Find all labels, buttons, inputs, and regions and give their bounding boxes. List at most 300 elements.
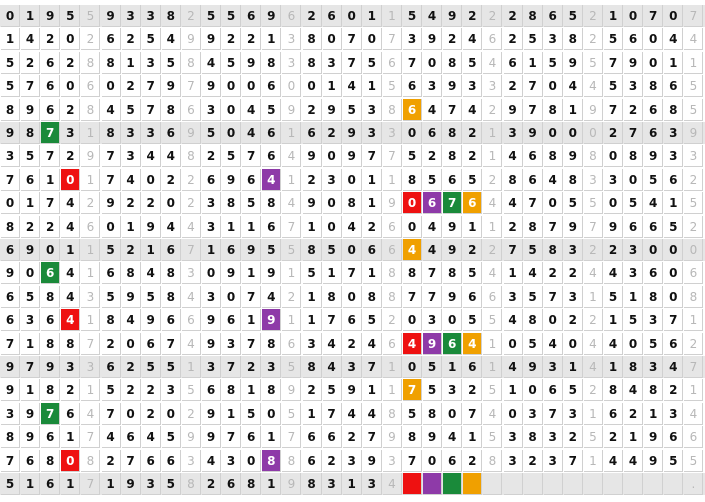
grid-cell: 2 [122,75,141,97]
grid-cell: 5 [323,239,342,261]
grid-cell: 7 [423,286,442,308]
grid-cell: 1 [242,216,261,238]
grid-cell: 7 [142,75,161,97]
grid-cell: 7 [122,450,141,472]
grid-cell: 9 [202,75,221,97]
grid-cell: 4 [122,309,141,331]
grid-cell: 7 [524,75,543,97]
grid-cell: 3 [383,450,402,472]
grid-cell [624,473,643,495]
grid-cell: 1 [242,379,261,401]
grid-cell: 2 [242,28,261,50]
grid-cell: 1 [303,403,322,425]
grid-cell: 8 [624,145,643,167]
grid-cell: 2 [323,122,342,144]
grid-cell: 8 [303,356,322,378]
grid-cell: 6 [222,239,241,261]
grid-cell: 5 [483,426,502,448]
grid-cell: 4 [182,333,201,355]
grid-row [0,5,705,27]
grid-cell: 7 [182,239,201,261]
grid-cell: 8 [102,52,121,74]
grid-cell: 4 [504,192,523,214]
grid-cell: 8 [564,28,583,50]
grid-cell: 8 [403,426,422,448]
grid-cell: 2 [303,379,322,401]
grid-cell: 3 [142,5,161,27]
grid-cell: 1 [604,356,623,378]
grid-cell: 8 [282,450,301,472]
grid-cell: 0 [684,239,703,261]
grid-cell: 4 [363,333,382,355]
grid-cell: 4 [242,99,261,121]
grid-cell: 1 [81,309,100,331]
grid-row [0,450,705,472]
grid-cell: 6 [41,426,60,448]
grid-cell: 2 [21,216,40,238]
grid-cell: 1 [684,52,703,74]
grid-cell: 4 [423,99,442,121]
grid-cell: 6 [61,403,80,425]
grid-cell: 8 [644,75,663,97]
grid-cell: 1 [61,473,80,495]
grid-cell: 0 [584,122,603,144]
grid-cell: 1 [684,309,703,331]
grid-cell: 0 [564,122,583,144]
grid-cell: 3 [282,28,301,50]
grid-cell: 4 [463,99,482,121]
grid-cell: 8 [403,262,422,284]
grid-cell: 6 [483,28,502,50]
grid-cell: 0 [664,286,683,308]
grid-cell: 6 [182,309,201,331]
grid-cell: 0 [142,169,161,191]
grid-cell [564,473,583,495]
grid-cell: 3 [162,379,181,401]
grid-cell: 1 [202,239,221,261]
grid-cell: 1 [323,75,342,97]
grid-cell: 5 [423,379,442,401]
grid-cell: 5 [584,192,603,214]
grid-cell: 5 [463,169,482,191]
grid-cell: 1 [463,216,482,238]
grid-cell: 8 [483,450,502,472]
grid-cell: 2 [544,262,563,284]
grid-cell: 7 [544,216,563,238]
grid-cell: 5 [343,99,362,121]
grid-cell: 0 [262,403,281,425]
grid-cell: 4 [142,145,161,167]
grid-cell: 8 [403,169,422,191]
grid-cell: 2 [81,192,100,214]
grid-cell: 3 [202,286,221,308]
grid-cell: 8 [664,99,683,121]
grid-cell: 7 [222,356,241,378]
grid-cell: 5 [463,262,482,284]
grid-cell: 2 [202,473,221,495]
grid-cell: 3 [584,169,603,191]
grid-cell: 8 [443,262,462,284]
highlighted-cell-orange: 4 [403,239,422,261]
grid-cell: 5 [684,450,703,472]
grid-cell: 3 [182,262,201,284]
grid-cell: 1 [483,216,502,238]
grid-cell: 0 [664,262,683,284]
grid-cell: 9 [684,122,703,144]
grid-cell: 1 [1,28,20,50]
grid-cell [604,473,623,495]
grid-cell: 2 [584,239,603,261]
grid-row [0,333,705,355]
grid-cell: 7 [584,216,603,238]
grid-cell: 7 [564,450,583,472]
grid-cell: 1 [81,169,100,191]
grid-cell: 8 [504,169,523,191]
highlighted-cell-purple: 9 [423,333,442,355]
grid-cell: 6 [162,122,181,144]
grid-cell: 1 [262,28,281,50]
grid-cell: 1 [604,5,623,27]
grid-cell: 6 [604,403,623,425]
grid-cell: 9 [564,216,583,238]
grid-cell: 4 [684,403,703,425]
grid-cell: 5 [604,28,623,50]
grid-cell: 3 [524,403,543,425]
grid-cell: 9 [21,239,40,261]
grid-cell: 3 [504,450,523,472]
grid-cell: 9 [202,426,221,448]
grid-cell: 2 [443,28,462,50]
grid-cell: 8 [383,286,402,308]
grid-cell: 8 [242,473,261,495]
grid-cell: 0 [403,216,422,238]
grid-cell: 7 [403,450,422,472]
grid-cell: 3 [544,28,563,50]
grid-cell: 7 [684,5,703,27]
grid-cell: 1 [303,286,322,308]
grid-cell: 2 [162,169,181,191]
grid-cell: 3 [564,239,583,261]
grid-cell: 4 [162,28,181,50]
grid-cell: 1 [443,356,462,378]
grid-cell: 5 [524,28,543,50]
grid-cell: 2 [122,239,141,261]
grid-cell: 2 [323,450,342,472]
grid-cell: 2 [122,356,141,378]
grid-cell: 9 [202,403,221,425]
grid-cell: 9 [1,122,20,144]
grid-cell: 5 [222,145,241,167]
grid-cell: 8 [162,5,181,27]
grid-cell: 6 [242,169,261,191]
highlighted-cell-red: 0 [61,169,80,191]
grid-cell: 9 [122,286,141,308]
grid-cell: 6 [524,145,543,167]
grid-cell: 7 [81,426,100,448]
grid-cell: 6 [544,379,563,401]
grid-cell: 5 [21,286,40,308]
grid-cell: 0 [644,239,663,261]
grid-cell: 3 [81,356,100,378]
grid-cell: 9 [343,145,362,167]
grid-row [0,28,705,50]
grid-cell: 4 [584,262,603,284]
grid-cell: 7 [644,5,663,27]
grid-cell: 9 [504,99,523,121]
highlighted-cell-red: 4 [61,309,80,331]
grid-cell: 7 [343,28,362,50]
grid-cell: 5 [222,52,241,74]
grid-cell: 9 [564,145,583,167]
grid-cell: 5 [102,239,121,261]
grid-cell: 9 [282,473,301,495]
grid-cell: 2 [463,145,482,167]
grid-cell: 6 [383,239,402,261]
grid-cell: 8 [222,379,241,401]
grid-cell: 8 [343,192,362,214]
grid-cell: 2 [584,379,603,401]
grid-cell: 2 [61,145,80,167]
grid-cell: 1 [584,403,603,425]
grid-cell: 6 [644,99,663,121]
grid-cell: 0 [242,450,261,472]
grid-cell: 8 [262,192,281,214]
grid-cell: 3 [222,450,241,472]
grid-cell: 1 [383,169,402,191]
grid-cell: 5 [61,5,80,27]
grid-cell: 1 [644,403,663,425]
grid-cell: 6 [644,122,663,144]
grid-cell: 6 [443,169,462,191]
grid-cell: 5 [584,426,603,448]
highlighted-cell-orange: 7 [403,379,422,401]
grid-cell: 0 [604,145,623,167]
grid-row [0,309,705,331]
grid-cell: 1 [21,379,40,401]
grid-cell: 0 [443,403,462,425]
grid-cell: 5 [303,262,322,284]
grid-cell: 7 [282,426,301,448]
grid-cell: 7 [1,169,20,191]
grid-cell: 0 [202,262,221,284]
grid-cell: 9 [343,122,362,144]
grid-cell: 8 [262,379,281,401]
grid-cell: 0 [162,192,181,214]
grid-cell: 6 [664,333,683,355]
grid-cell: 2 [41,28,60,50]
highlighted-cell-orange: 6 [403,99,422,121]
grid-cell: 0 [644,28,663,50]
grid-cell: 3 [664,122,683,144]
grid-cell: 7 [504,239,523,261]
grid-cell: 5 [162,473,181,495]
grid-cell: 9 [524,122,543,144]
grid-cell: 9 [162,75,181,97]
grid-cell: 0 [423,450,442,472]
grid-cell: 2 [463,379,482,401]
grid-cell: 6 [242,5,261,27]
grid-cell: 2 [624,403,643,425]
grid-cell: 9 [383,426,402,448]
grid-cell: 7 [604,99,623,121]
grid-cell: 8 [303,52,322,74]
grid-cell: 7 [1,333,20,355]
grid-cell: 6 [242,426,261,448]
grid-cell: 7 [423,262,442,284]
grid-cell: 5 [483,309,502,331]
grid-cell: 5 [102,286,121,308]
grid-cell: 8 [162,99,181,121]
grid-cell: 4 [383,473,402,495]
grid-cell: 1 [182,356,201,378]
highlighted-cell-green: 6 [41,262,60,284]
grid-cell: 5 [664,450,683,472]
grid-cell: 6 [162,239,181,261]
grid-cell: 7 [524,192,543,214]
grid-cell: 2 [383,309,402,331]
grid-cell: 8 [524,5,543,27]
grid-cell: 2 [604,239,623,261]
grid-cell: 3 [463,75,482,97]
grid-cell: 3 [61,356,80,378]
grid-cell: 6 [323,426,342,448]
grid-cell: 4 [61,286,80,308]
grid-cell: 2 [504,75,523,97]
grid-cell: 8 [303,28,322,50]
grid-cell: 9 [81,145,100,167]
grid-cell: 0 [624,333,643,355]
grid-cell: 0 [624,5,643,27]
grid-cell: 6 [1,239,20,261]
grid-cell: 9 [443,216,462,238]
grid-cell: 3 [1,145,20,167]
grid-cell: 2 [463,239,482,261]
grid-cell: 6 [544,5,563,27]
grid-cell: 4 [624,379,643,401]
grid-cell: 1 [383,356,402,378]
grid-cell: 9 [262,5,281,27]
grid-cell: 8 [423,403,442,425]
grid-cell: 1 [303,216,322,238]
grid-cell: 4 [504,356,523,378]
highlighted-cell-purple: 8 [262,450,281,472]
grid-cell: 4 [343,216,362,238]
grid-cell: 0 [403,356,422,378]
grid-cell: 7 [604,52,623,74]
grid-cell: 8 [162,286,181,308]
grid-cell: 9 [584,99,603,121]
grid-cell: 7 [242,333,261,355]
grid-cell: 5 [684,192,703,214]
grid-cell: 1 [303,309,322,331]
grid-cell: 6 [323,5,342,27]
grid-cell: 1 [21,333,40,355]
grid-cell: 6 [624,28,643,50]
grid-cell: 4 [524,262,543,284]
grid-cell: 6 [383,333,402,355]
grid-cell: 8 [443,145,462,167]
grid-cell: 6 [282,333,301,355]
grid-cell: 8 [61,333,80,355]
grid-cell: 4 [604,333,623,355]
grid-cell: 9 [443,5,462,27]
grid-cell: 0 [604,192,623,214]
grid-cell: 0 [644,52,663,74]
grid-cell: 3 [644,356,663,378]
grid-cell: 3 [21,309,40,331]
grid-cell: 1 [363,75,382,97]
grid-cell: 1 [81,239,100,261]
grid-cell: 3 [504,286,523,308]
grid-cell: 9 [102,192,121,214]
grid-cell: 1 [102,473,121,495]
grid-cell: 7 [403,286,422,308]
grid-cell: 2 [423,145,442,167]
grid-cell: 4 [282,192,301,214]
grid-cell: 8 [182,52,201,74]
grid-cell: 3 [644,309,663,331]
grid-cell: 0 [544,309,563,331]
grid-cell: 8 [182,145,201,167]
grid-cell: 0 [343,5,362,27]
grid-cell: 4 [504,145,523,167]
grid-cell: 3 [544,356,563,378]
grid-cell: 5 [403,5,422,27]
grid-row [0,379,705,401]
grid-row [0,403,705,425]
grid-cell: 0 [343,286,362,308]
grid-cell: 4 [162,216,181,238]
grid-cell: 0 [564,333,583,355]
grid-cell: 8 [624,356,643,378]
grid-cell: 9 [242,239,261,261]
grid-cell: 0 [363,28,382,50]
grid-cell: 1 [142,239,161,261]
grid-cell: 0 [122,333,141,355]
grid-cell: 5 [21,145,40,167]
grid-cell: 3 [504,426,523,448]
highlighted-cell-green: 7 [41,403,60,425]
grid-cell: 1 [483,356,502,378]
grid-cell: 2 [202,145,221,167]
grid-cell: 2 [182,192,201,214]
grid-cell: 8 [1,216,20,238]
grid-cell: 2 [102,333,121,355]
grid-cell: 6 [41,52,60,74]
grid-cell: 8 [644,379,663,401]
grid-cell: 2 [584,309,603,331]
grid-cell: 6 [81,216,100,238]
grid-row [0,426,705,448]
grid-cell: 2 [122,379,141,401]
grid-cell: 7 [443,99,462,121]
grid-cell: 9 [182,122,201,144]
grid-cell: 2 [564,426,583,448]
grid-cell: 8 [162,262,181,284]
grid-cell: 3 [624,262,643,284]
grid-cell: 1 [222,403,241,425]
grid-cell: 4 [664,356,683,378]
grid-cell: 2 [142,403,161,425]
highlighted-cell-orange [463,473,482,495]
grid-cell: 0 [323,216,342,238]
grid-cell: 0 [282,75,301,97]
grid-cell: 5 [383,75,402,97]
grid-cell: 2 [21,52,40,74]
grid-cell: 2 [483,99,502,121]
grid-row [0,75,705,97]
grid-cell: 7 [282,216,301,238]
